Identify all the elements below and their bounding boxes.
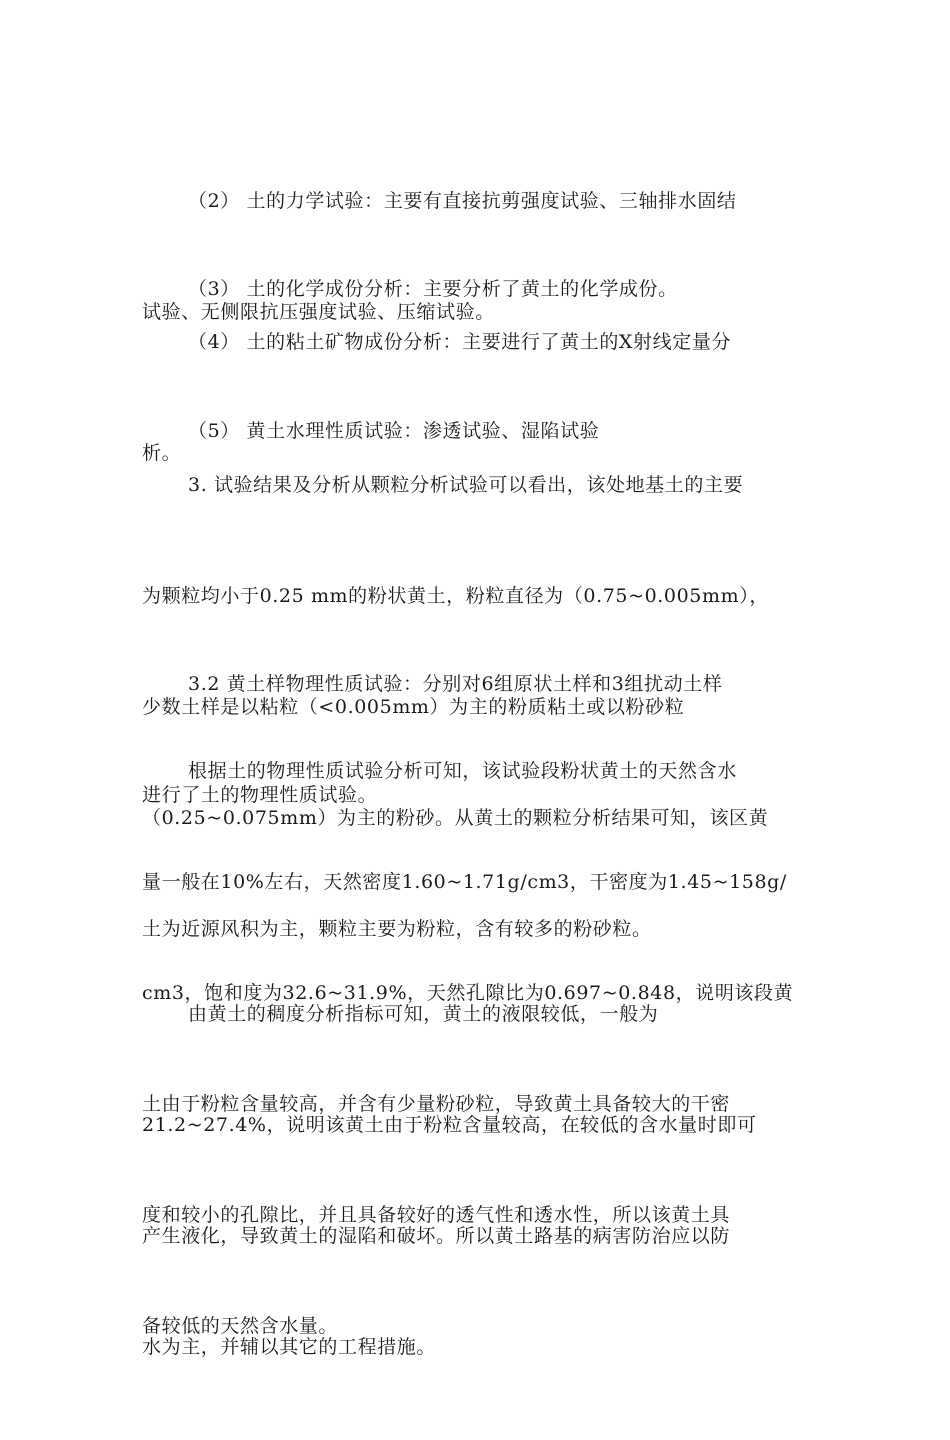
text-line: 3.2 黄土样物理性质试验：分别对6组原状土样和3组扰动土样 — [188, 673, 723, 695]
text-line: 土由于粉粒含量较高，并含有少量粉砂粒，导致黄土具备较大的干密 — [142, 1093, 731, 1115]
text-line: （0.25~0.075mm）为主的粉砂。从黄土的颗粒分析结果可知，该区黄 — [142, 807, 769, 829]
text-line: 少数土样是以粘粒（<0.005mm）为主的粉质粘土或以粉砂粒 — [142, 696, 685, 718]
text-line: 土为近源风积为主，颗粒主要为粉粒，含有较多的粉砂粒。 — [142, 918, 652, 940]
text-line: 进行了土的物理性质试验。 — [142, 784, 378, 806]
text-line: 产生液化，导致黄土的湿陷和破坏。所以黄土路基的病害防治应以防 — [142, 1225, 731, 1247]
text-line: 21.2~27.4%，说明该黄土由于粉粒含量较高，在较低的含水量时即可 — [142, 1114, 757, 1136]
text-line: 试验、无侧限抗压强度试验、压缩试验。 — [142, 301, 495, 323]
text-line: 析。 — [142, 442, 182, 464]
text-line: 水为主，并辅以其它的工程措施。 — [142, 1336, 437, 1358]
text-line: 度和较小的孔隙比，并且具备较好的透气性和透水性，所以该黄土具 — [142, 1204, 731, 1226]
text-line: 由黄土的稠度分析指标可知，黄土的液限较低，一般为 — [188, 1003, 659, 1025]
text-line: cm3，饱和度为32.6~31.9%，天然孔隙比为0.697~0.848，说明该段黄 — [142, 982, 794, 1004]
text-line: 为颗粒均小于0.25 mm的粉状黄土，粉粒直径为（0.75~0.005mm）， — [142, 585, 769, 607]
text-line: （4） 土的粘土矿物成份分析：主要进行了黄土的X射线定量分 — [188, 331, 732, 353]
text-line: （5） 黄土水理性质试验：渗透试验、湿陷试验 — [188, 420, 600, 442]
text-line: 3. 试验结果及分析从颗粒分析试验可以看出，该处地基土的主要 — [188, 474, 744, 496]
text-line: 备较低的天然含水量。 — [142, 1315, 339, 1337]
text-line: （2） 土的力学试验：主要有直接抗剪强度试验、三轴排水固结 — [188, 190, 737, 212]
paragraph-consistency-analysis — [142, 922, 810, 1440]
text-line: 量一般在10%左右，天然密度1.60~1.71g/cm3，干密度为1.45~158g/ — [142, 871, 787, 893]
text-line: （3） 土的化学成份分析：主要分析了黄土的化学成份。 — [188, 278, 678, 300]
text-line: 根据土的物理性质试验分析可知，该试验段粉状黄土的天然含水 — [188, 760, 737, 782]
